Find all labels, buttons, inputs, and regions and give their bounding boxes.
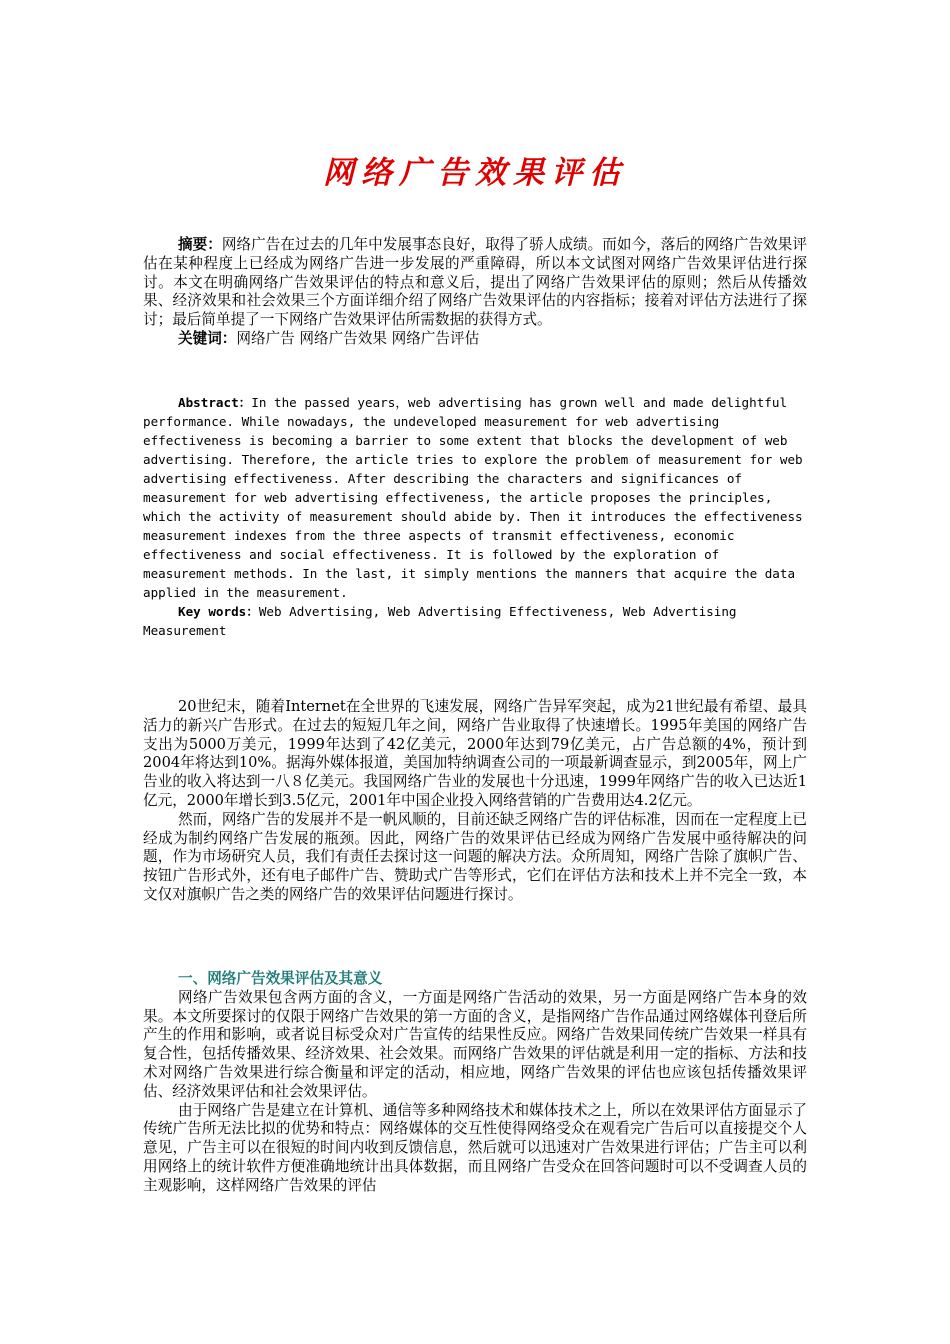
abstract-en-paragraph [143,393,807,602]
abstract-en-text: In the passed years，web advertising has grown well and made delightful performance. While nowadays, the undeveloped measurement for web advertising effectiveness is becoming a barrier to some extent that blocks the development of web advertising. Therefore, the article tries to explore the problem of measurement for web advertising effectiveness. After describing the characters and significances of measurement for web advertising effectiveness, the article proposes the principles, which the activity of measurement should abide by. Then it introduces the effectiveness measurement indexes from the three aspects of transmit effectiveness, economic effectiveness and social effectiveness. It is followed by the exploration of measurement methods. In the last, it simply mentions the manners that acquire the data applied in the measurement. [143,395,803,600]
keywords-en-paragraph [143,602,807,640]
abstract-cn-paragraph [143,236,807,330]
keywords-en-label: Key words： [178,604,259,619]
keywords-cn-label: 关键词： [178,329,237,347]
abstract-cn-label: 摘要： [178,236,222,253]
document-title: 网络广告效果评估 [323,155,627,191]
abstract-cn-section [143,236,807,349]
keywords-cn-paragraph [143,330,807,349]
abstract-cn-text: 网络广告在过去的几年中发展事态良好，取得了骄人成绩。而如今，落后的网络广告效果评估在某种程度上已经成为网络广告进一步发展的严重障碍，所以本文试图对网络广告效果评估进行探讨。本文在明确网络广告效果评估的特点和意义后，提出了网络广告效果评估的原则；然后从传播效果、经济效果和社会效果三个方面详细介绍了网络广告效果评估的内容指标；接着对评估方法进行了探讨；最后简单提了一下网络广告效果评估所需数据的获得方式。 [143,236,807,329]
keywords-cn-text: 网络广告 网络广告效果 网络广告评估 [236,329,480,347]
section-1-paragraph: 网络广告效果包含两方面的含义，一方面是网络广告活动的效果，另一方面是网络广告本身的效果。本文所要探讨的仅限于网络广告效果的第一方面的含义，是指网络广告作品通过网络媒体刊登后所产生的作用和影响，或者说目标受众对广告宣传的结果性反应。网络广告效果同传统广告效果一样具有复合性，包括传播效果、经济效果、社会效果。而网络广告效果的评估就是利用一定的指标、方法和技术对网络广告效果进行综合衡量和评定的活动，相应地，网络广告效果的评估也应该包括传播效果评估、经济效果评估和社会效果评估。 [143,988,807,1100]
section-1-heading: 一、网络广告效果评估及其意义 [178,970,383,987]
abstract-en-label: Abstract： [178,395,252,410]
abstract-en-section [143,393,807,640]
keywords-en-text: Web Advertising, Web Advertising Effectiveness, Web Advertising Measurement [143,604,737,638]
section-1-paragraph: 由于网络广告是建立在计算机、通信等多种网络技术和媒体技术之上，所以在效果评估方面显示了传统广告所无法比拟的优势和特点：网络媒体的交互性使得网络受众在观看完广告后可以直接提交个人意见，广告主可以在很短的时间内收到反馈信息，然后就可以迅速对广告效果进行评估；广告主可以利用网络上的统计软件方便准确地统计出具体数据，而且网络广告受众在回答问题时可以不受调查人员的主观影响，这样网络广告效果的评估 [143,1101,807,1194]
intro-paragraph: 20世纪末，随着Internet在全世界的飞速发展，网络广告异军突起，成为21世纪最有希望、最具活力的新兴广告形式。在过去的短短几年之间，网络广告业取得了快速增长。1995年美国的网络广告支出为5000万美元，1999年达到了42亿美元，2000年达到79亿美元，占广告总额的4%，预计到2004年将达到10%。据海外媒体报道，美国加特纳调查公司的一项最新调查显示，到2005年，网上广告业的收入将达到一八８亿美元。我国网络广告业的发展也十分迅速，1999年网络广告的收入已达近1亿元，2000年增长到3.5亿元，2001年中国企业投入网络营销的广告费用达4.2亿元。 [143,698,807,809]
section-1 [143,970,807,1196]
intro-paragraph: 然而，网络广告的发展并不是一帆风顺的，目前还缺乏网络广告的评估标准，因而在一定程度上已经成为制约网络广告发展的瓶颈。因此，网络广告的效果评估已经成为网络广告发展中亟待解决的问题，作为市场研究人员，我们有责任去探讨这一问题的解决方法。众所周知，网络广告除了旗帜广告、按钮广告形式外，还有电子邮件广告、赞助式广告等形式，它们在评估方法和技术上并不完全一致，本文仅对旗帜广告之类的网络广告的效果评估问题进行探讨。 [143,810,807,903]
intro-section [143,698,807,905]
